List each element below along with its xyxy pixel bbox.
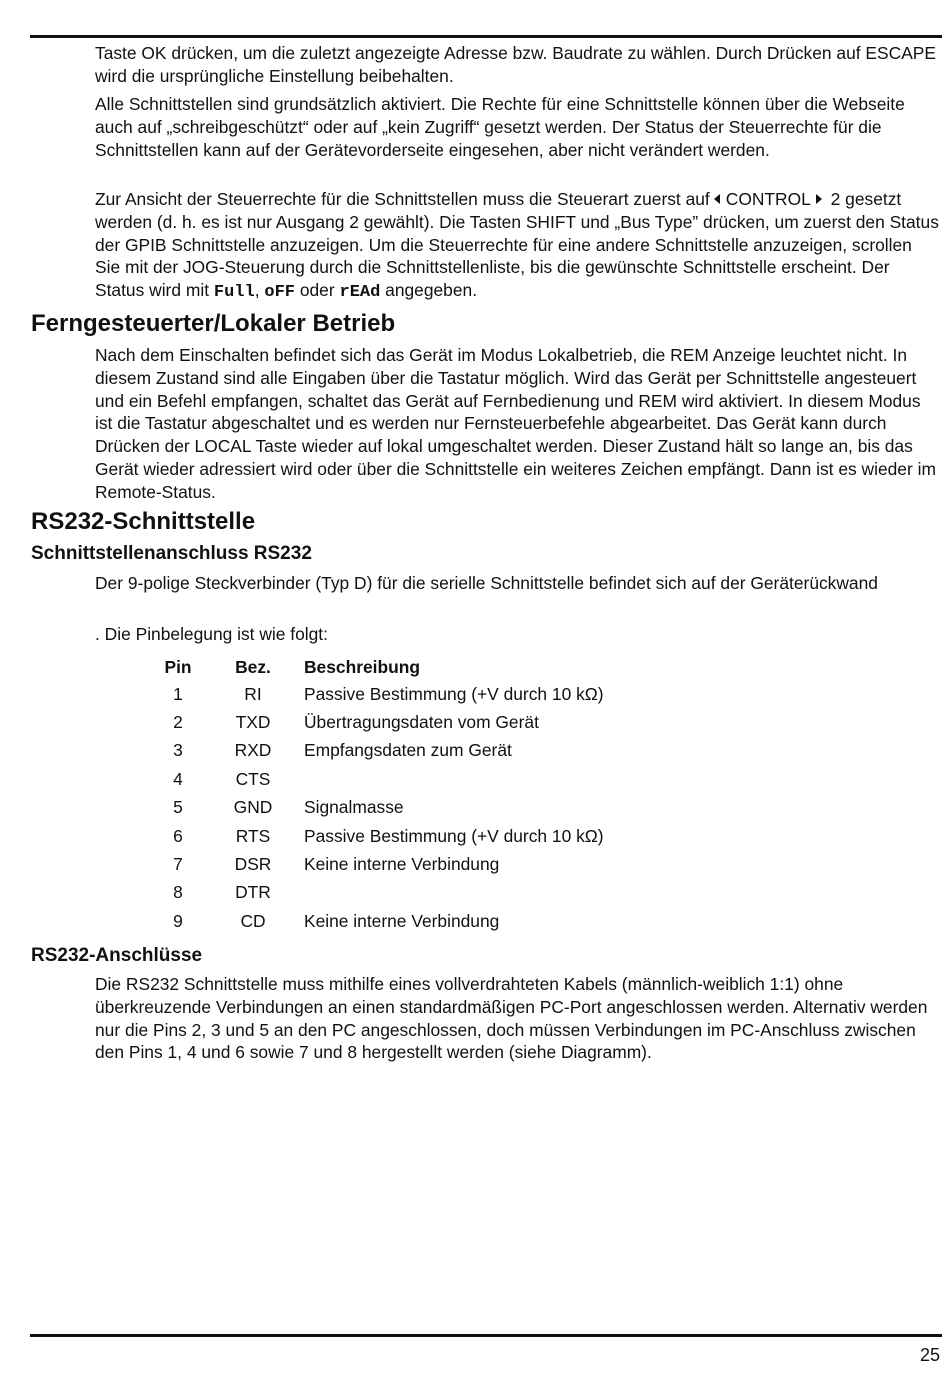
status-off: oFF bbox=[264, 283, 295, 303]
heading-remote-local: Ferngesteuerter/Lokaler Betrieb bbox=[31, 310, 396, 337]
pin-description: Übertragungsdaten vom Gerät bbox=[304, 712, 539, 733]
heading-rs232-connector: Schnittstellenanschluss RS232 bbox=[31, 543, 312, 564]
pin-number: 3 bbox=[173, 740, 183, 761]
heading-rs232: RS232-Schnittstelle bbox=[31, 508, 256, 535]
table-row bbox=[148, 879, 704, 907]
pin-number: 5 bbox=[173, 797, 183, 818]
pin-name: CD bbox=[240, 910, 266, 931]
table-row bbox=[148, 822, 704, 850]
top-rule bbox=[30, 35, 942, 38]
paragraph-pinout-intro: . Die Pinbelegung ist wie folgt: bbox=[95, 624, 328, 644]
paragraph-rs232-connections: Die RS232 Schnittstelle muss mithilfe eines vollverdrahteten Kabels (männlich-weiblich 1:1) ohne überkreuzende Verbindungen an einen standardmäßigen PC-Port angeschlossen werden. Alternativ werden nur die Pins 2, 3 und 5 an den PC angeschlossen, doch müssen Verbindungen im PC-Anschluss zwischen den Pins 1, 4 und 6 sowie 7 und 8 hergestellt werden (siehe Diagramm). bbox=[95, 974, 928, 1063]
pin-name: DSR bbox=[234, 854, 272, 875]
pin-name: RXD bbox=[234, 740, 272, 761]
paragraph-interface-rights: Alle Schnittstellen sind grundsätzlich aktiviert. Die Rechte für eine Schnittstelle können über die Webseite auch auf „schreibgeschützt“ oder auf „kein Zugriff“ gesetzt werden. Der Status der Steuerrechte für die Schnittstellen kann auf der Gerätevorderseite eingesehen, aber nicht verändert werden. bbox=[95, 94, 905, 160]
table-row bbox=[148, 907, 704, 935]
pin-description: Empfangsdaten zum Gerät bbox=[304, 740, 512, 761]
separator-oder: oder bbox=[299, 280, 335, 301]
pin-description bbox=[298, 765, 704, 793]
pin-number: 8 bbox=[173, 882, 183, 903]
separator-comma: , bbox=[254, 280, 260, 301]
status-read: rEAd bbox=[339, 283, 381, 303]
pin-name: RI bbox=[244, 683, 262, 704]
pin-description: Signalmasse bbox=[304, 797, 404, 818]
pin-number: 9 bbox=[173, 910, 183, 931]
paragraph-control-text-b: 2 gesetzt werden (d. h. es ist nur Ausgang 2 gewählt). Die Tasten SHIFT und „Bus Type” drücken, um zuerst den Status der GPIB Schnittstelle anzuzeigen. Um die Steuerrechte für eine andere Schnittstelle anzuzeigen, scrollen Sie mit der JOG-Steuerung durch die Schnittstellenliste, bis die gewünschte Schnittstelle erscheint. Der Status wird mit bbox=[95, 189, 939, 301]
heading-rs232-connections: RS232-Anschlüsse bbox=[31, 945, 203, 966]
table-row bbox=[148, 794, 704, 822]
pin-number: 7 bbox=[173, 854, 183, 875]
table-row bbox=[148, 850, 704, 878]
pin-name: TXD bbox=[235, 712, 271, 733]
paragraph-control-rights bbox=[95, 188, 940, 305]
table-row bbox=[148, 708, 704, 736]
pin-name: GND bbox=[233, 797, 273, 818]
pin-table bbox=[148, 654, 704, 936]
pin-name: CTS bbox=[235, 768, 271, 789]
paragraph-ok-escape: Taste OK drücken, um die zuletzt angezeigte Adresse bzw. Baudrate zu wählen. Durch Drücken auf ESCAPE wird die ursprüngliche Einstellung beibehalten. bbox=[95, 43, 936, 86]
pin-description: Passive Bestimmung (+V durch 10 kΩ) bbox=[304, 683, 604, 704]
table-row bbox=[148, 737, 704, 765]
pin-number: 6 bbox=[173, 825, 183, 846]
arrow-left-icon bbox=[714, 194, 720, 204]
pin-number: 2 bbox=[173, 712, 183, 733]
control-label: CONTROL bbox=[725, 189, 811, 209]
pin-table-header bbox=[148, 654, 704, 680]
pin-number: 4 bbox=[173, 768, 183, 789]
table-row bbox=[148, 680, 704, 708]
paragraph-remote-local: Nach dem Einschalten befindet sich das Gerät im Modus Lokalbetrieb, die REM Anzeige leuchtet nicht. In diesem Zustand sind alle Eingaben über die Tastatur möglich. Wird das Gerät per Schnittstelle angesteuert und ein Befehl empfangen, schaltet das Gerät auf Fernbedienung und REM wird aktiviert. In diesem Modus ist die Tastatur abgeschaltet und es werden nur Fernsteuerbefehle abgearbeitet. Das Gerät kann durch Drücken der LOCAL Taste wieder auf lokal umgeschaltet werden. Dieser Zustand hält so lange an, bis das Gerät wieder adressiert wird oder über die Schnittstelle ein weiteres Zeichen empfängt. Dann ist es wieder im Remote-Status. bbox=[95, 345, 936, 502]
paragraph-control-end: angegeben. bbox=[385, 280, 478, 301]
pin-description: Keine interne Verbindung bbox=[304, 910, 500, 931]
status-full: Full bbox=[213, 283, 255, 303]
paragraph-connector: Der 9-polige Steckverbinder (Typ D) für die serielle Schnittstelle befindet sich auf der Geräterückwand bbox=[95, 573, 878, 593]
pin-description bbox=[298, 879, 704, 907]
arrow-right-icon bbox=[816, 194, 822, 204]
paragraph-control-text-a: Zur Ansicht der Steuerrechte für die Schnittstellen muss die Steuerart zuerst auf bbox=[95, 189, 710, 209]
header-bez: Bez. bbox=[235, 656, 271, 677]
header-description: Beschreibung bbox=[304, 656, 420, 677]
page-number: 25 bbox=[919, 1345, 940, 1365]
pin-description: Keine interne Verbindung bbox=[304, 854, 500, 875]
pin-name: RTS bbox=[235, 825, 271, 846]
table-row bbox=[148, 765, 704, 793]
pin-description: Passive Bestimmung (+V durch 10 kΩ) bbox=[304, 825, 604, 846]
pin-name: DTR bbox=[235, 882, 271, 903]
bottom-rule bbox=[30, 1334, 942, 1337]
header-pin: Pin bbox=[164, 656, 192, 677]
pin-number: 1 bbox=[173, 683, 183, 704]
